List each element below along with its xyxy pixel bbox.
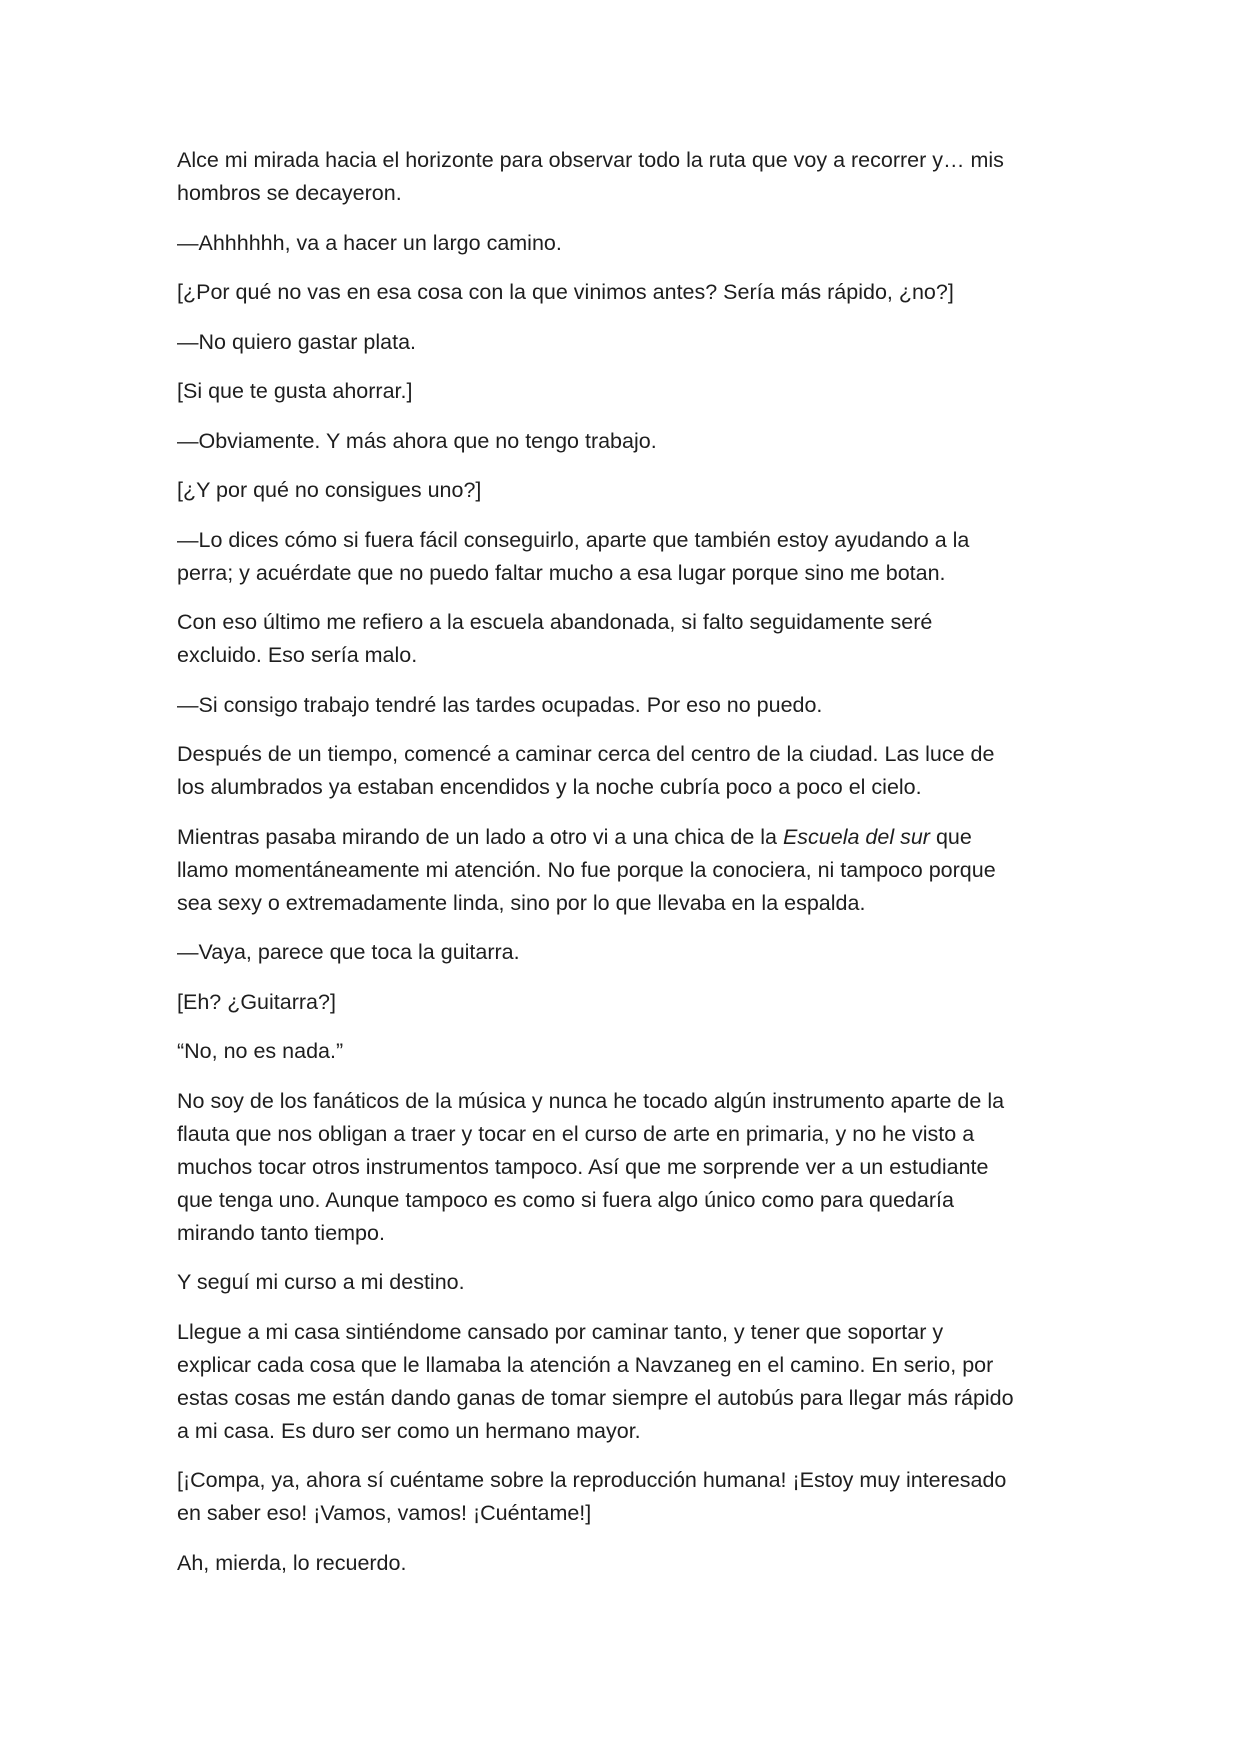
paragraph bbox=[177, 227, 1077, 260]
text-line: mirando tanto tiempo. bbox=[177, 1220, 385, 1245]
paragraph bbox=[177, 1035, 1077, 1068]
paragraph bbox=[177, 425, 1077, 458]
text-line: Después de un tiempo, comencé a caminar cerca del centro de la ciudad. Las luce de bbox=[177, 742, 995, 766]
paragraph bbox=[177, 276, 1077, 309]
paragraph bbox=[177, 474, 1077, 507]
paragraph bbox=[177, 606, 1077, 672]
text-line: llamo momentáneamente mi atención. No fue porque la conociera, ni tampoco porque bbox=[177, 857, 996, 882]
text-line: excluido. Eso sería malo. bbox=[177, 643, 418, 667]
text-line: [Si que te gusta ahorrar.] bbox=[177, 379, 413, 403]
text-line: Con eso último me refiero a la escuela abandonada, si falto seguidamente seré bbox=[177, 610, 933, 634]
text-line: —Si consigo trabajo tendré las tardes ocupadas. Por eso no puedo. bbox=[177, 692, 823, 717]
text-line: Y seguí mi curso a mi destino. bbox=[177, 1270, 465, 1294]
text-line: que tenga uno. Aunque tampoco es como si fuera algo único como para quedaría bbox=[177, 1187, 954, 1212]
text-line: [¿Por qué no vas en esa cosa con la que vinimos antes? Sería más rápido, ¿no?] bbox=[177, 280, 954, 304]
text-line: Ah, mierda, lo recuerdo. bbox=[177, 1550, 407, 1575]
text-line: muchos tocar otros instrumentos tampoco. Así que me sorprende ver a un estudiante bbox=[177, 1154, 989, 1179]
paragraph bbox=[177, 986, 1077, 1019]
text-line: los alumbrados ya estaban encendidos y la noche cubría poco a poco el cielo. bbox=[177, 775, 922, 799]
text-line: [¡Compa, ya, ahora sí cuéntame sobre la reproducción humana! ¡Estoy muy interesado bbox=[177, 1468, 1007, 1492]
text-line: —No quiero gastar plata. bbox=[177, 329, 417, 354]
text-line: en saber eso! ¡Vamos, vamos! ¡Cuéntame!] bbox=[177, 1501, 592, 1525]
text-line: “No, no es nada.” bbox=[177, 1039, 344, 1063]
text-line: Alce mi mirada hacia el horizonte para observar todo la ruta que voy a recorrer y… mis bbox=[177, 148, 1004, 172]
text-line: [Eh? ¿Guitarra?] bbox=[177, 989, 336, 1014]
paragraph bbox=[177, 821, 1077, 920]
text-line: perra; y acuérdate que no puedo faltar mucho a esa lugar porque sino me botan. bbox=[177, 560, 946, 585]
text-line: —Obviamente. Y más ahora que no tengo trabajo. bbox=[177, 428, 657, 453]
text-line: Mientras pasaba mirando de un lado a otro vi a una chica de la bbox=[177, 824, 783, 849]
paragraph bbox=[177, 936, 1077, 969]
document-body bbox=[177, 144, 1077, 1596]
paragraph bbox=[177, 524, 1077, 590]
text-line: —Ahhhhhh, va a hacer un largo camino. bbox=[177, 230, 562, 255]
paragraph bbox=[177, 689, 1077, 722]
paragraph bbox=[177, 1266, 1077, 1299]
paragraph bbox=[177, 326, 1077, 359]
paragraph bbox=[177, 1316, 1077, 1448]
text-line: a mi casa. Es duro ser como un hermano mayor. bbox=[177, 1418, 641, 1443]
text-line: —Lo dices cómo si fuera fácil conseguirlo, aparte que también estoy ayudando a la bbox=[177, 527, 970, 552]
text-line: explicar cada cosa que le llamaba la atención a Navzaneg en el camino. En serio, por bbox=[177, 1352, 994, 1377]
paragraph bbox=[177, 375, 1077, 408]
text-line: que bbox=[929, 824, 972, 849]
paragraph bbox=[177, 144, 1077, 210]
text-line: Llegue a mi casa sintiéndome cansado por caminar tanto, y tener que soportar y bbox=[177, 1319, 944, 1344]
paragraph bbox=[177, 738, 1077, 804]
text-line: hombros se decayeron. bbox=[177, 181, 402, 205]
paragraph bbox=[177, 1464, 1077, 1530]
paragraph bbox=[177, 1547, 1077, 1580]
italic-title: Escuela del sur bbox=[782, 824, 930, 849]
text-line: No soy de los fanáticos de la música y nunca he tocado algún instrumento aparte de la bbox=[177, 1088, 1005, 1113]
paragraph bbox=[177, 1085, 1077, 1250]
text-line: flauta que nos obligan a traer y tocar en el curso de arte en primaria, y no he visto a bbox=[177, 1121, 975, 1146]
text-line: [¿Y por qué no consigues uno?] bbox=[177, 478, 482, 502]
text-line: —Vaya, parece que toca la guitarra. bbox=[177, 940, 520, 964]
text-line: estas cosas me están dando ganas de tomar siempre el autobús para llegar más rápido bbox=[177, 1385, 1014, 1410]
text-line: sea sexy o extremadamente linda, sino por lo que llevaba en la espalda. bbox=[177, 890, 866, 915]
